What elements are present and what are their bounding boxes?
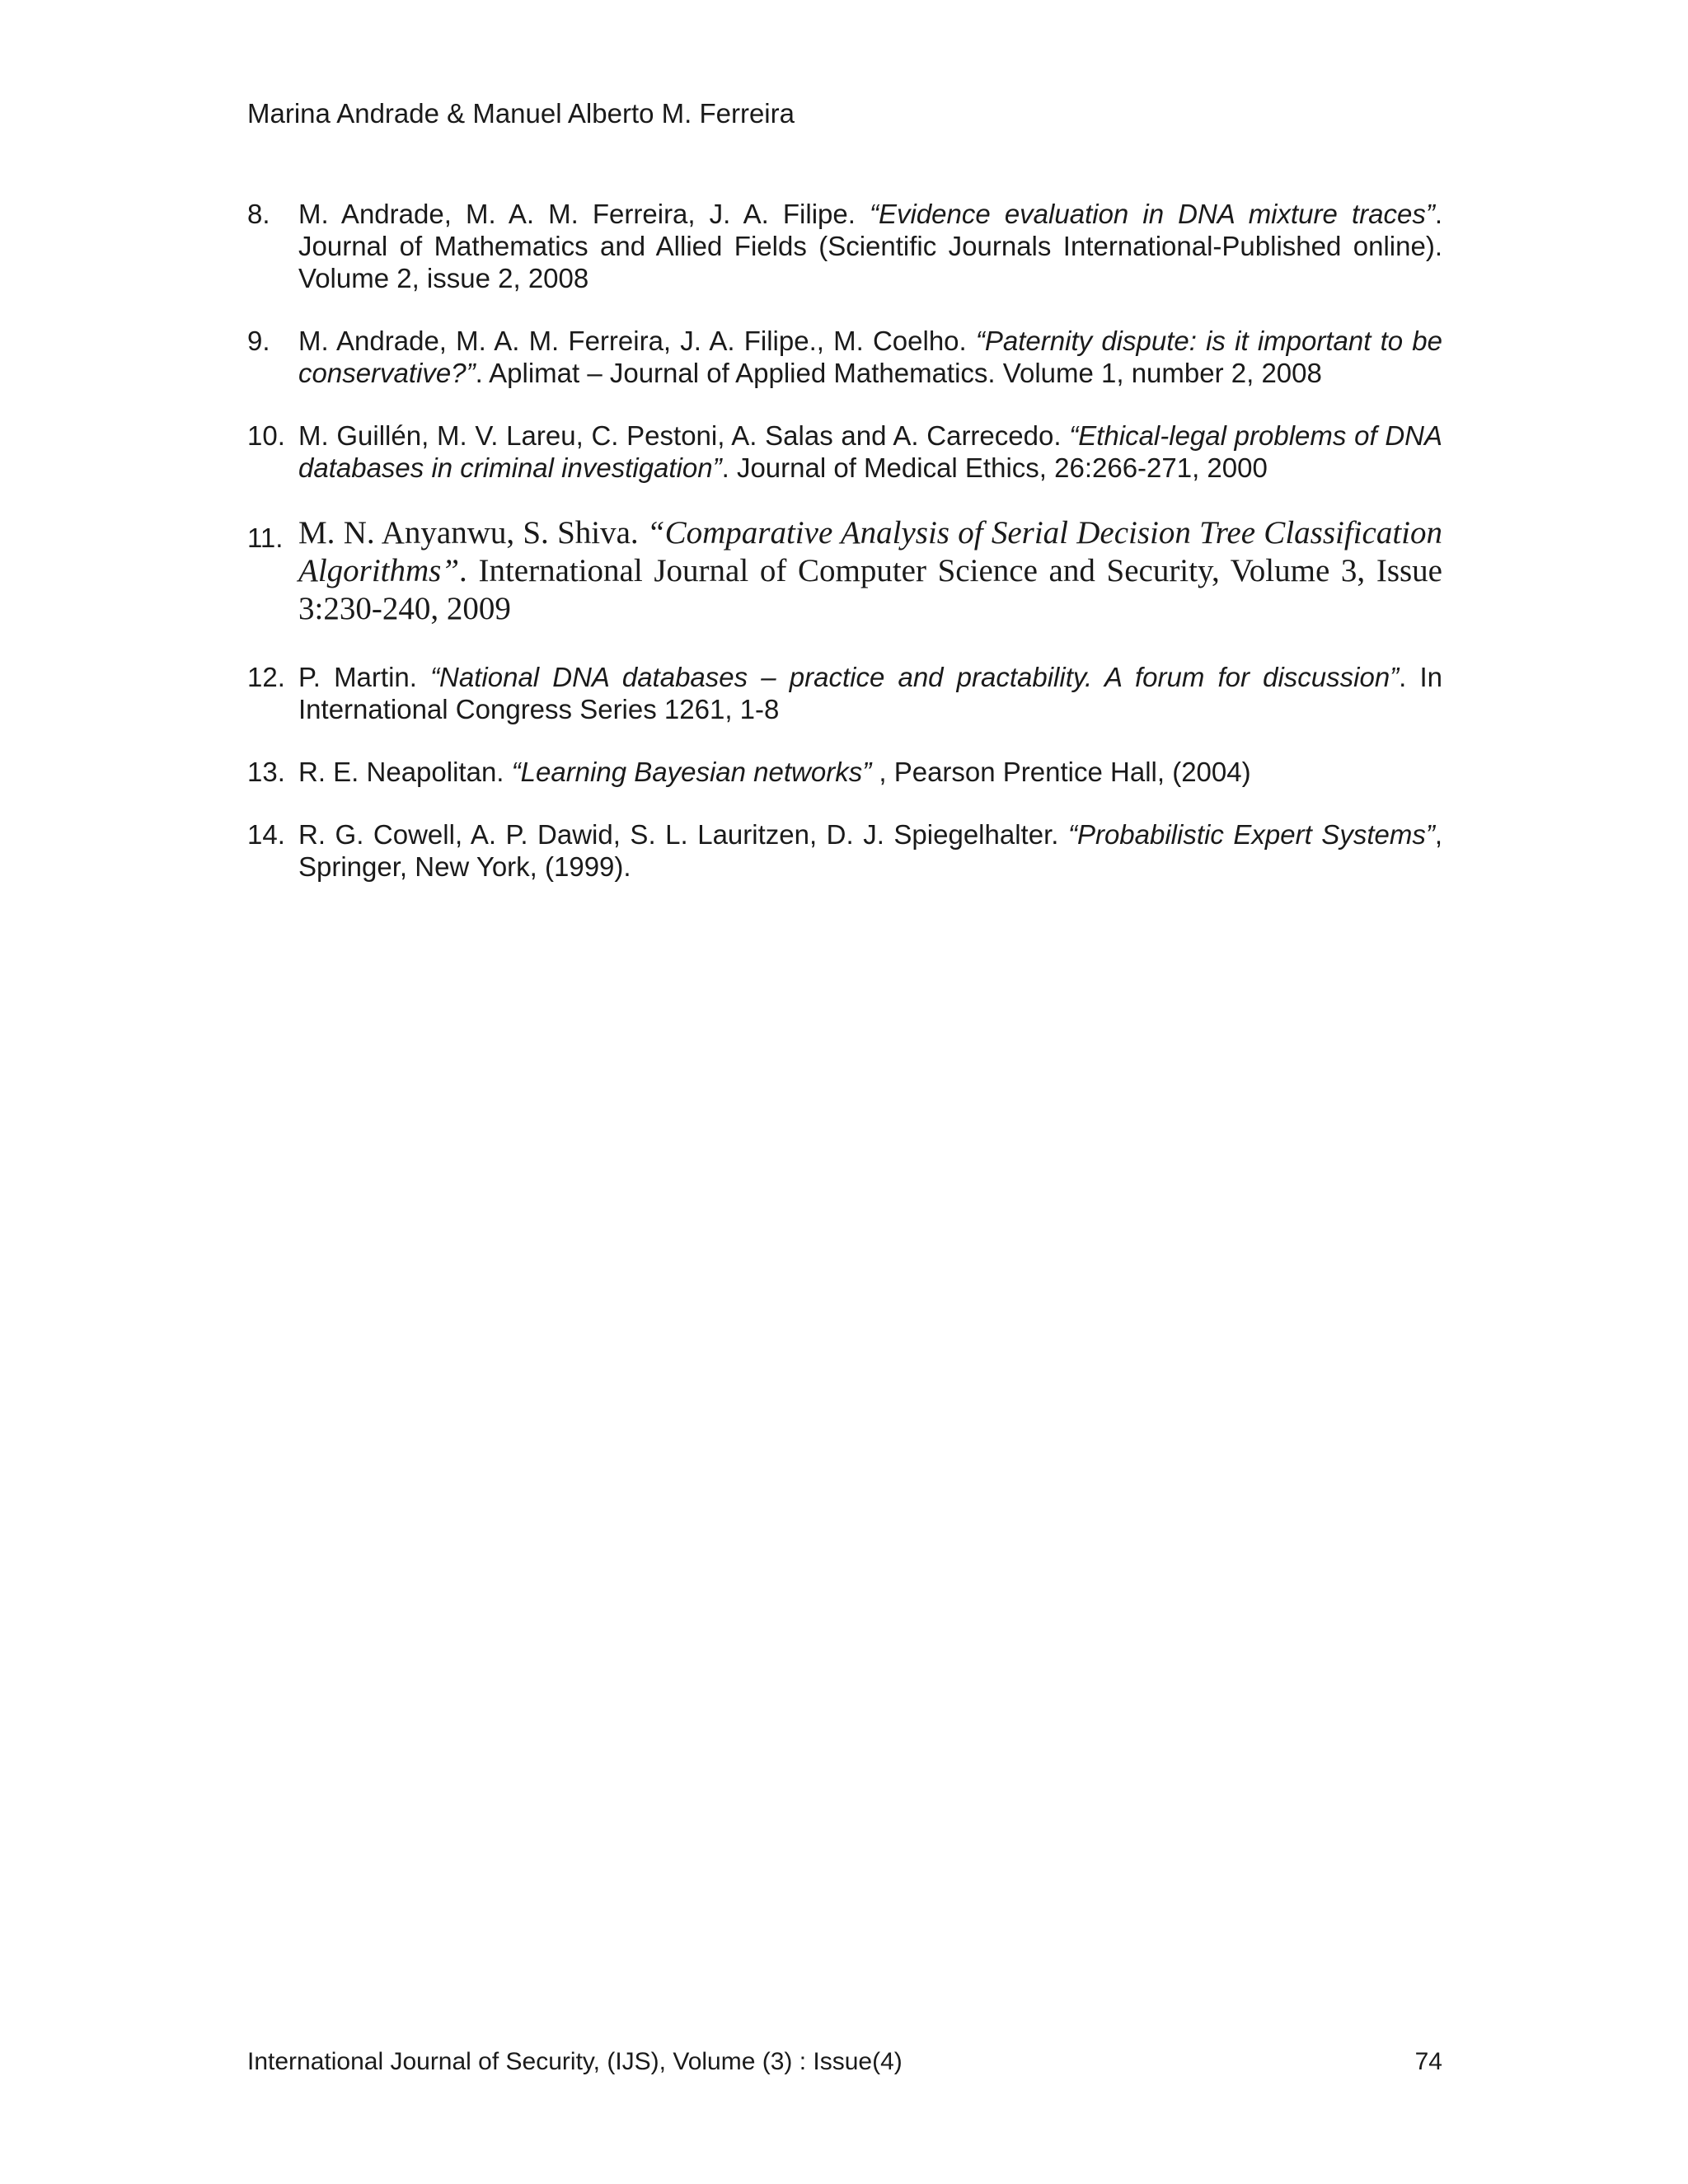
reference-number: 11. (247, 523, 284, 553)
reference-14 (247, 818, 1442, 883)
reference-number: 10. (247, 420, 285, 451)
reference-title: “Paternity dispute: is it important to be conservative?” (298, 326, 1442, 388)
reference-list (247, 198, 1442, 913)
reference-title: “National DNA databases – practice and practability. A forum for discussion” (430, 662, 1400, 692)
reference-number: 13. (247, 757, 285, 787)
reference-11 (247, 514, 1442, 628)
reference-title: “Learning Bayesian networks” (511, 757, 872, 787)
running-header: Marina Andrade & Manuel Alberto M. Ferreira (247, 98, 795, 129)
reference-12 (247, 661, 1442, 725)
reference-title: “Probabilistic Expert Systems” (1067, 819, 1435, 850)
reference-authors: P. Martin. (298, 662, 431, 692)
reference-number: 14. (247, 819, 285, 850)
reference-number: 9. (247, 326, 270, 356)
reference-source: . International Journal of Computer Science and Security, Volume 3, Issue 3:230-240, 2009 (298, 553, 1442, 626)
reference-authors: M. Guillén, M. V. Lareu, C. Pestoni, A. Salas and A. Carrecedo. (298, 420, 1070, 451)
reference-title: “Comparative Analysis of Serial Decision Tree Classification Algorithms” (298, 515, 1442, 588)
reference-authors: M. N. Anyanwu, S. Shiva. (298, 515, 647, 551)
reference-8 (247, 198, 1442, 294)
footer-journal: International Journal of Security, (IJS), Volume (3) : Issue(4) (247, 2048, 903, 2075)
reference-title: “Ethical-legal problems of DNA databases in criminal investigation” (298, 420, 1443, 483)
reference-source: . In International Congress Series 1261, 1-8 (298, 662, 1443, 724)
reference-9 (247, 325, 1442, 389)
reference-source: . Journal of Medical Ethics, 26:266-271, 2000 (721, 452, 1268, 483)
reference-authors: M. Andrade, M. A. M. Ferreira, J. A. Filipe. (298, 199, 870, 229)
reference-source: , Pearson Prentice Hall, (2004) (871, 757, 1251, 787)
reference-number: 8. (247, 199, 270, 229)
reference-authors: R. E. Neapolitan. (298, 757, 512, 787)
reference-source: . Journal of Mathematics and Allied Fields (Scientific Journals International-Published online). Volume 2, issue 2, 2008 (298, 199, 1442, 293)
reference-13 (247, 756, 1442, 788)
reference-number: 12. (247, 662, 285, 692)
reference-source: , Springer, New York, (1999). (298, 819, 1442, 882)
reference-authors: M. Andrade, M. A. M. Ferreira, J. A. Filipe., M. Coelho. (298, 326, 976, 356)
reference-authors: R. G. Cowell, A. P. Dawid, S. L. Lauritzen, D. J. Spiegelhalter. (298, 819, 1068, 850)
reference-title: “Evidence evaluation in DNA mixture traces” (870, 199, 1435, 229)
page-number: 74 (1414, 2048, 1442, 2075)
reference-10 (247, 419, 1442, 484)
reference-source: . Aplimat – Journal of Applied Mathematics. Volume 1, number 2, 2008 (475, 358, 1322, 388)
